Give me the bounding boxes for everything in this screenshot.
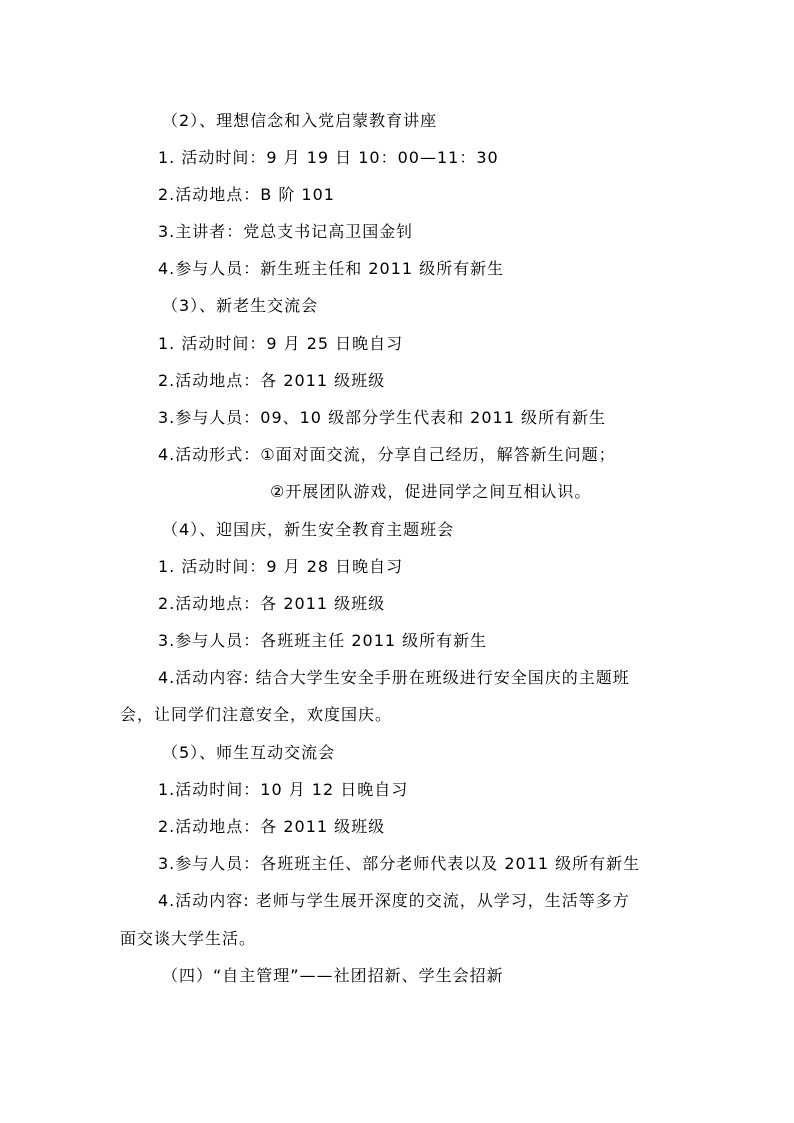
teacher-student-content-continuation: 面交谈大学生活。	[120, 929, 257, 948]
exchange-participants: 3.参与人员：09、10 级部分学生代表和 2011 级所有新生	[158, 408, 606, 427]
safety-meeting-content: 4.活动内容: 结合大学生安全手册在班级进行安全国庆的主题班	[158, 668, 630, 687]
lecture-participants: 4.参与人员：新生班主任和 2011 级所有新生	[158, 259, 505, 278]
section-heading-safety-meeting: （4）、迎国庆，新生安全教育主题班会	[162, 520, 455, 539]
teacher-student-content: 4.活动内容: 老师与学生展开深度的交流，从学习，生活等多方	[158, 891, 630, 910]
section-heading-lecture: （2）、理想信念和入党启蒙教育讲座	[162, 111, 438, 130]
lecture-location: 2.活动地点：B 阶 101	[158, 185, 335, 204]
exchange-time: 1. 活动时间：9 月 25 日晚自习	[158, 334, 404, 353]
exchange-format: 4.活动形式：①面对面交流，分享自己经历，解答新生问题；	[158, 445, 616, 464]
section-heading-teacher-student: （5）、师生互动交流会	[162, 743, 336, 762]
exchange-format-continuation: ②开展团队游戏，促进同学之间互相认识。	[270, 482, 592, 501]
exchange-location: 2.活动地点：各 2011 级班级	[158, 371, 386, 390]
safety-meeting-content-continuation: 会，让同学们注意安全，欢度国庆。	[120, 705, 393, 724]
teacher-student-time: 1.活动时间：10 月 12 日晚自习	[158, 780, 409, 799]
teacher-student-participants: 3.参与人员：各班班主任、部分老师代表以及 2011 级所有新生	[158, 854, 641, 873]
section-heading-self-management: （四）“自主管理”——社团招新、学生会招新	[162, 966, 504, 985]
lecture-speaker: 3.主讲者：党总支书记高卫国金钊	[158, 222, 414, 241]
safety-meeting-time: 1. 活动时间：9 月 28 日晚自习	[158, 557, 404, 576]
safety-meeting-location: 2.活动地点：各 2011 级班级	[158, 594, 386, 613]
safety-meeting-participants: 3.参与人员：各班班主任 2011 级所有新生	[158, 631, 488, 650]
teacher-student-location: 2.活动地点：各 2011 级班级	[158, 817, 386, 836]
lecture-time: 1. 活动时间：9 月 19 日 10：00—11：30	[158, 148, 499, 167]
section-heading-exchange: （3）、新老生交流会	[162, 296, 319, 315]
